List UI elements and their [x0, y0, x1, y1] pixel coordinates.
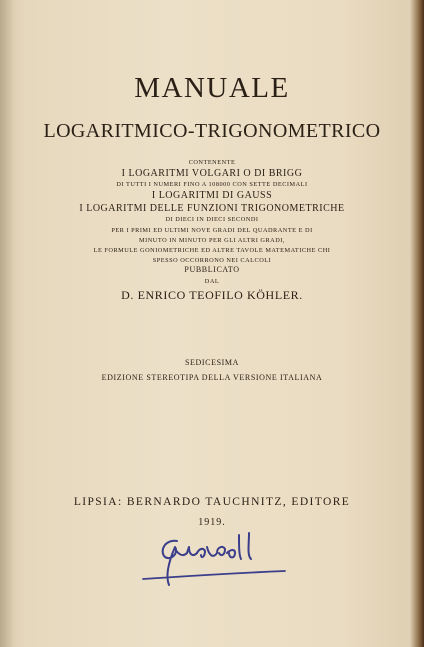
- contents-line-degrees: PER I PRIMI ED ULTIMI NOVE GRADI DEL QUADRANTE E DI: [111, 227, 313, 234]
- publication-year: 1919.: [198, 517, 226, 528]
- author-name: D. ENRICO TEOFILO KÖHLER.: [121, 288, 303, 302]
- edition-description: EDIZIONE STEREOTIPA DELLA VERSIONE ITALIANA: [101, 373, 323, 382]
- contents-line-brigg: I LOGARITMI VOLGARI O DI BRIGG: [121, 168, 303, 179]
- contents-line-trig: I LOGARITMI DELLE FUNZIONI TRIGONOMETRICHE: [79, 203, 345, 214]
- handwritten-signature: [135, 527, 295, 597]
- contents-intro: CONTENENTE: [188, 159, 236, 166]
- contents-line-range: DI TUTTI I NUMERI FINO A 108000 CON SETTE DECIMALI: [116, 181, 308, 188]
- publisher-line: LIPSIA: BERNARDO TAUCHNITZ, EDITORE: [73, 496, 351, 508]
- contents-line-formulas: LE FORMULE GONIOMETRICHE ED ALTRE TAVOLE MATEMATICHE CHI: [93, 247, 331, 254]
- book-title: MANUALE: [134, 72, 290, 104]
- edition-number: SEDICESIMA: [184, 358, 239, 367]
- contents-line-minutes: MINUTO IN MINUTO PER GLI ALTRI GRADI,: [139, 237, 285, 244]
- book-subtitle: LOGARITMICO-TRIGONOMETRICO: [43, 120, 381, 142]
- published-label: PUBBLICATO: [184, 265, 240, 274]
- contents-line-calcoli: SPESSO OCCORRONO NEI CALCOLI: [152, 257, 272, 264]
- contents-line-gauss: I LOGARITMI DI GAUSS: [151, 190, 273, 201]
- by-label: DAL: [204, 278, 220, 285]
- contents-line-seconds: DI DIECI IN DIECI SECONDI: [165, 216, 259, 223]
